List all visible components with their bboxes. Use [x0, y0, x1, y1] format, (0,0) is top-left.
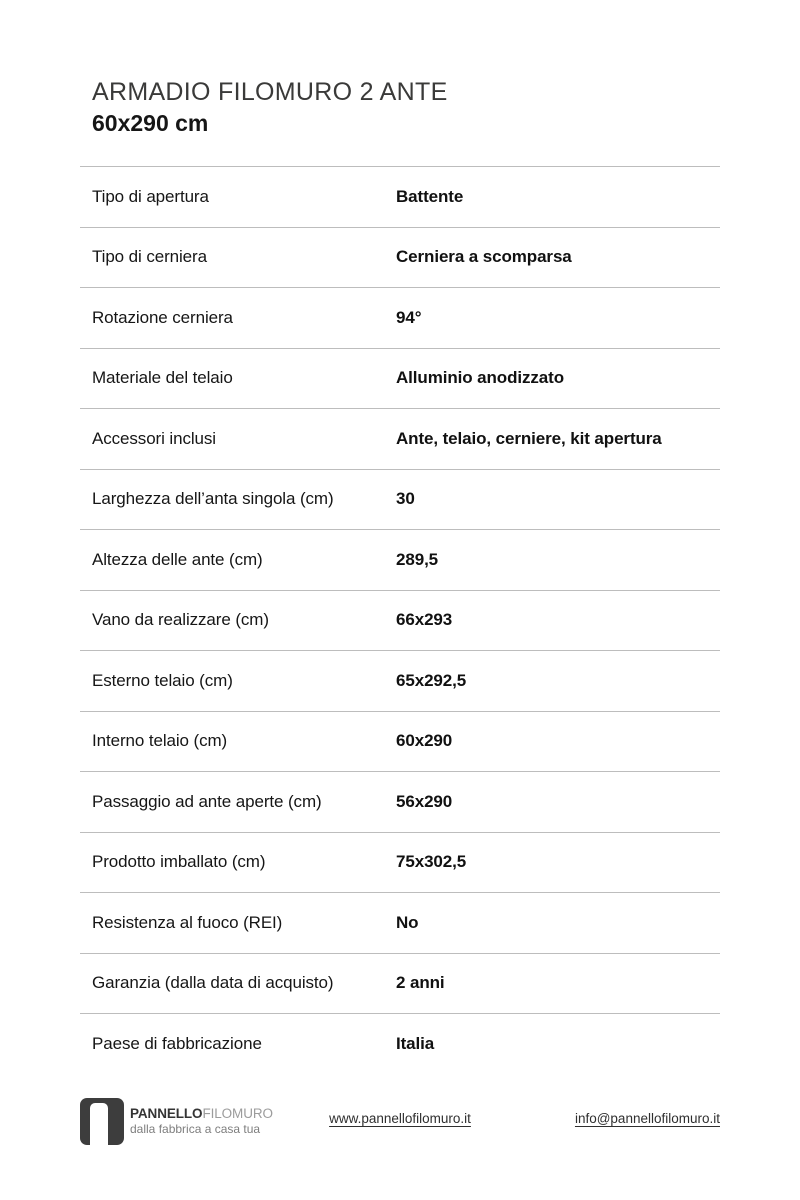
brand-name-bold: PANNELLO	[130, 1106, 203, 1121]
spec-label: Resistenza al fuoco (REI)	[92, 912, 283, 932]
page-footer	[80, 1098, 720, 1150]
spec-label: Prodotto imballato (cm)	[92, 852, 266, 872]
spec-label: Esterno telaio (cm)	[92, 670, 233, 690]
spec-label: Paese di fabbricazione	[92, 1033, 262, 1053]
product-size: 60x290 cm	[92, 110, 209, 136]
spec-row	[80, 832, 720, 893]
spec-label: Larghezza dell’anta singola (cm)	[92, 489, 334, 509]
spec-value: Battente	[396, 186, 464, 206]
spec-label: Tipo di cerniera	[92, 247, 207, 267]
spec-label: Altezza delle ante (cm)	[92, 549, 263, 569]
spec-label: Accessori inclusi	[92, 428, 216, 448]
sheet-content	[80, 0, 720, 1150]
spec-value: Ante, telaio, cerniere, kit apertura	[396, 428, 662, 448]
brand-name-light: FILOMURO	[202, 1106, 273, 1121]
brand-logo	[80, 1098, 273, 1145]
spec-label: Rotazione cerniera	[92, 307, 233, 327]
website-link[interactable]: www.pannellofilomuro.it	[329, 1110, 471, 1126]
spec-label: Tipo di apertura	[92, 186, 209, 206]
spec-value: 66x293	[396, 610, 453, 630]
door-cutout	[90, 1103, 108, 1145]
brand-tagline: dalla fabbrica a casa tua	[130, 1122, 261, 1136]
brand-name	[130, 1106, 273, 1121]
email-link[interactable]: info@pannellofilomuro.it	[574, 1110, 720, 1126]
page-header	[80, 0, 720, 137]
spec-value: 56x290	[396, 791, 453, 811]
spec-value: 2 anni	[396, 973, 445, 993]
spec-row	[80, 227, 720, 288]
spec-row	[80, 408, 720, 469]
spec-row	[80, 771, 720, 832]
spec-row	[80, 892, 720, 953]
spec-label: Vano da realizzare (cm)	[92, 610, 269, 630]
spec-label: Materiale del telaio	[92, 368, 233, 388]
spec-row	[80, 529, 720, 590]
spec-row	[80, 287, 720, 348]
brand-text	[130, 1106, 273, 1136]
spec-row	[80, 1013, 720, 1074]
spec-label: Interno telaio (cm)	[92, 731, 228, 751]
spec-row	[80, 953, 720, 1014]
spec-row	[80, 650, 720, 711]
spec-value: No	[396, 912, 419, 932]
spec-label: Garanzia (dalla data di acquisto)	[92, 973, 334, 993]
spec-row	[80, 711, 720, 772]
spec-value: Italia	[396, 1033, 435, 1053]
spec-row	[80, 590, 720, 651]
spec-label: Passaggio ad ante aperte (cm)	[92, 791, 322, 811]
spec-table	[80, 166, 720, 1074]
spec-value: 30	[396, 489, 415, 509]
spec-value: 75x302,5	[396, 852, 467, 872]
spec-row	[80, 348, 720, 409]
spec-value: 94°	[396, 307, 422, 327]
spec-value: 60x290	[396, 731, 453, 751]
spec-value: Cerniera a scomparsa	[396, 247, 572, 267]
spec-value: 65x292,5	[396, 670, 467, 690]
spec-row	[80, 166, 720, 227]
product-title: ARMADIO FILOMURO 2 ANTE	[92, 78, 448, 106]
spec-value: 289,5	[396, 549, 439, 569]
spec-row	[80, 469, 720, 530]
door-portal-icon	[80, 1098, 124, 1145]
spec-value: Alluminio anodizzato	[396, 368, 564, 388]
